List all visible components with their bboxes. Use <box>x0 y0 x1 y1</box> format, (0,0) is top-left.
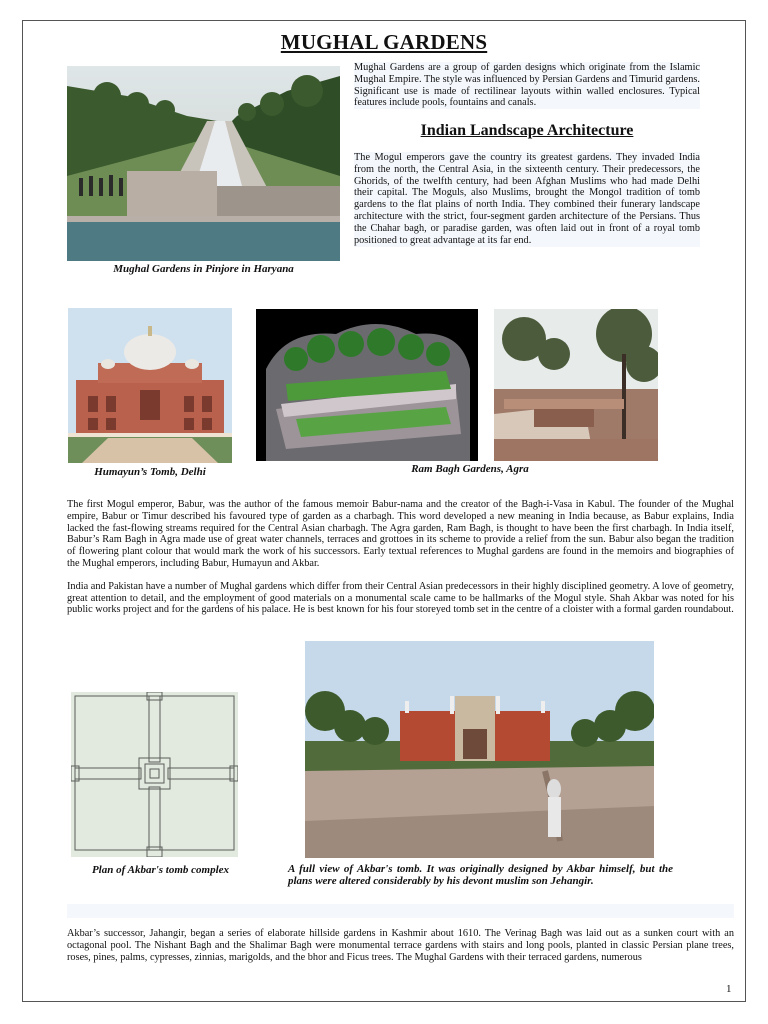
humayun-tomb-photo <box>68 308 232 463</box>
intro-block <box>354 62 700 109</box>
landscape-paragraph: The Mogul emperors gave the country its greatest gardens. They invaded India from the north, the Central Asia, in the sixteenth century. Their predecessors, the Ghorids, of the twelfth century, had been Afghan Muslims who had made Delhi their capital. The Moguls, also Muslims, brought the Mongol tradition of tomb gardens to the flat plains of north India. They combined their funerary landscape architecture with the strict, four-segment garden architecture of the Persians. Thus the Chahar bagh, or paradise garden, was often laid out in front of a royal tomb positioned to great advantage at its far end. <box>354 152 700 246</box>
caption-akbar-view: A full view of Akbar's tomb. It was originally designed by Akbar himself, but the plans were altered considerably by his devont muslim son Jehangir. <box>288 863 673 887</box>
closing-block <box>67 928 734 963</box>
ram-bagh-model-photo <box>256 309 478 461</box>
body-block <box>67 499 734 616</box>
akbar-tomb-photo <box>305 641 654 858</box>
caption-akbar-plan: Plan of Akbar's tomb complex <box>91 864 230 876</box>
ram-bagh-ruins-photo <box>494 309 658 461</box>
akbar-plan-image <box>71 692 238 857</box>
page-title: MUGHAL GARDENS <box>280 30 488 54</box>
caption-humayun: Humayun’s Tomb, Delhi <box>94 466 206 478</box>
body-paragraph-geometry: India and Pakistan have a number of Mughal gardens which differ from their Central Asian predecessors in their highly disciplined geometry. A love of geometry, great attention to detail, and the employment of good materials on a monumental scale came to be hallmarks of the Mogul style. Shah Akbar was noted for his public works project and for the gardens of his palace. He is best known for his four storeyed tomb set in the centre of a cloister with a formal garden roundabout. <box>67 580 734 616</box>
section-heading: Indian Landscape Architecture <box>420 122 634 139</box>
body-paragraph-babur: The first Mogul emperor, Babur, was the author of the famous memoir Babur-nama and the creator of the Bagh-i-Vasa in Kabul. The founder of the Mughal empire, Babur or Timur described his favoured type of garden as a charbagh. This word developed a new meaning in India because, as Babur explains, India lacked the fast-flowing streams required for the Central Asian charbagh. The Agra garden, Ram Bagh, is thought to have been the first charbagh. In India itself, Babur’s Ram Bagh in Agra made use of great water channels, terraces and grottoes in its scheme to provide a relief from the sun. Babur also began the tradition of flowering plant colour that would mark the work of his successors. Early textual references to Mughal gardens are found in the memoirs and biographies of the Mughal emperors, including Babur, Humayun and Akbar. <box>67 499 734 569</box>
closing-divider <box>67 904 734 918</box>
intro-paragraph: Mughal Gardens are a group of garden designs which originate from the Islamic Mughal Empire. The style was influenced by Persian Gardens and Timurid gardens. Significant use is made of rectilinear layouts within walled enclosures. Typical features include pools, fountains and canals. <box>354 62 700 109</box>
page-number: 1 <box>726 983 732 995</box>
pinjore-gardens-photo <box>67 66 340 261</box>
caption-ram-bagh: Ram Bagh Gardens, Agra <box>411 463 529 475</box>
closing-paragraph: Akbar’s successor, Jahangir, began a series of elaborate hillside gardens in Kashmir about 1610. The Verinag Bagh was laid out as a sunken court with an octagonal pool. The Nishant Bagh and the Shalimar Bagh were monumental terrace gardens with stairs and long pools, planted in classic Persian plane trees, roses, pines, palms, cypresses, zinnias, marigolds, and the bhor and Ficus trees. The Mughal Gardens with their terraced gardens, numerous <box>67 928 734 963</box>
caption-pinjore: Mughal Gardens in Pinjore in Haryana <box>113 263 294 275</box>
landscape-block <box>354 152 700 247</box>
